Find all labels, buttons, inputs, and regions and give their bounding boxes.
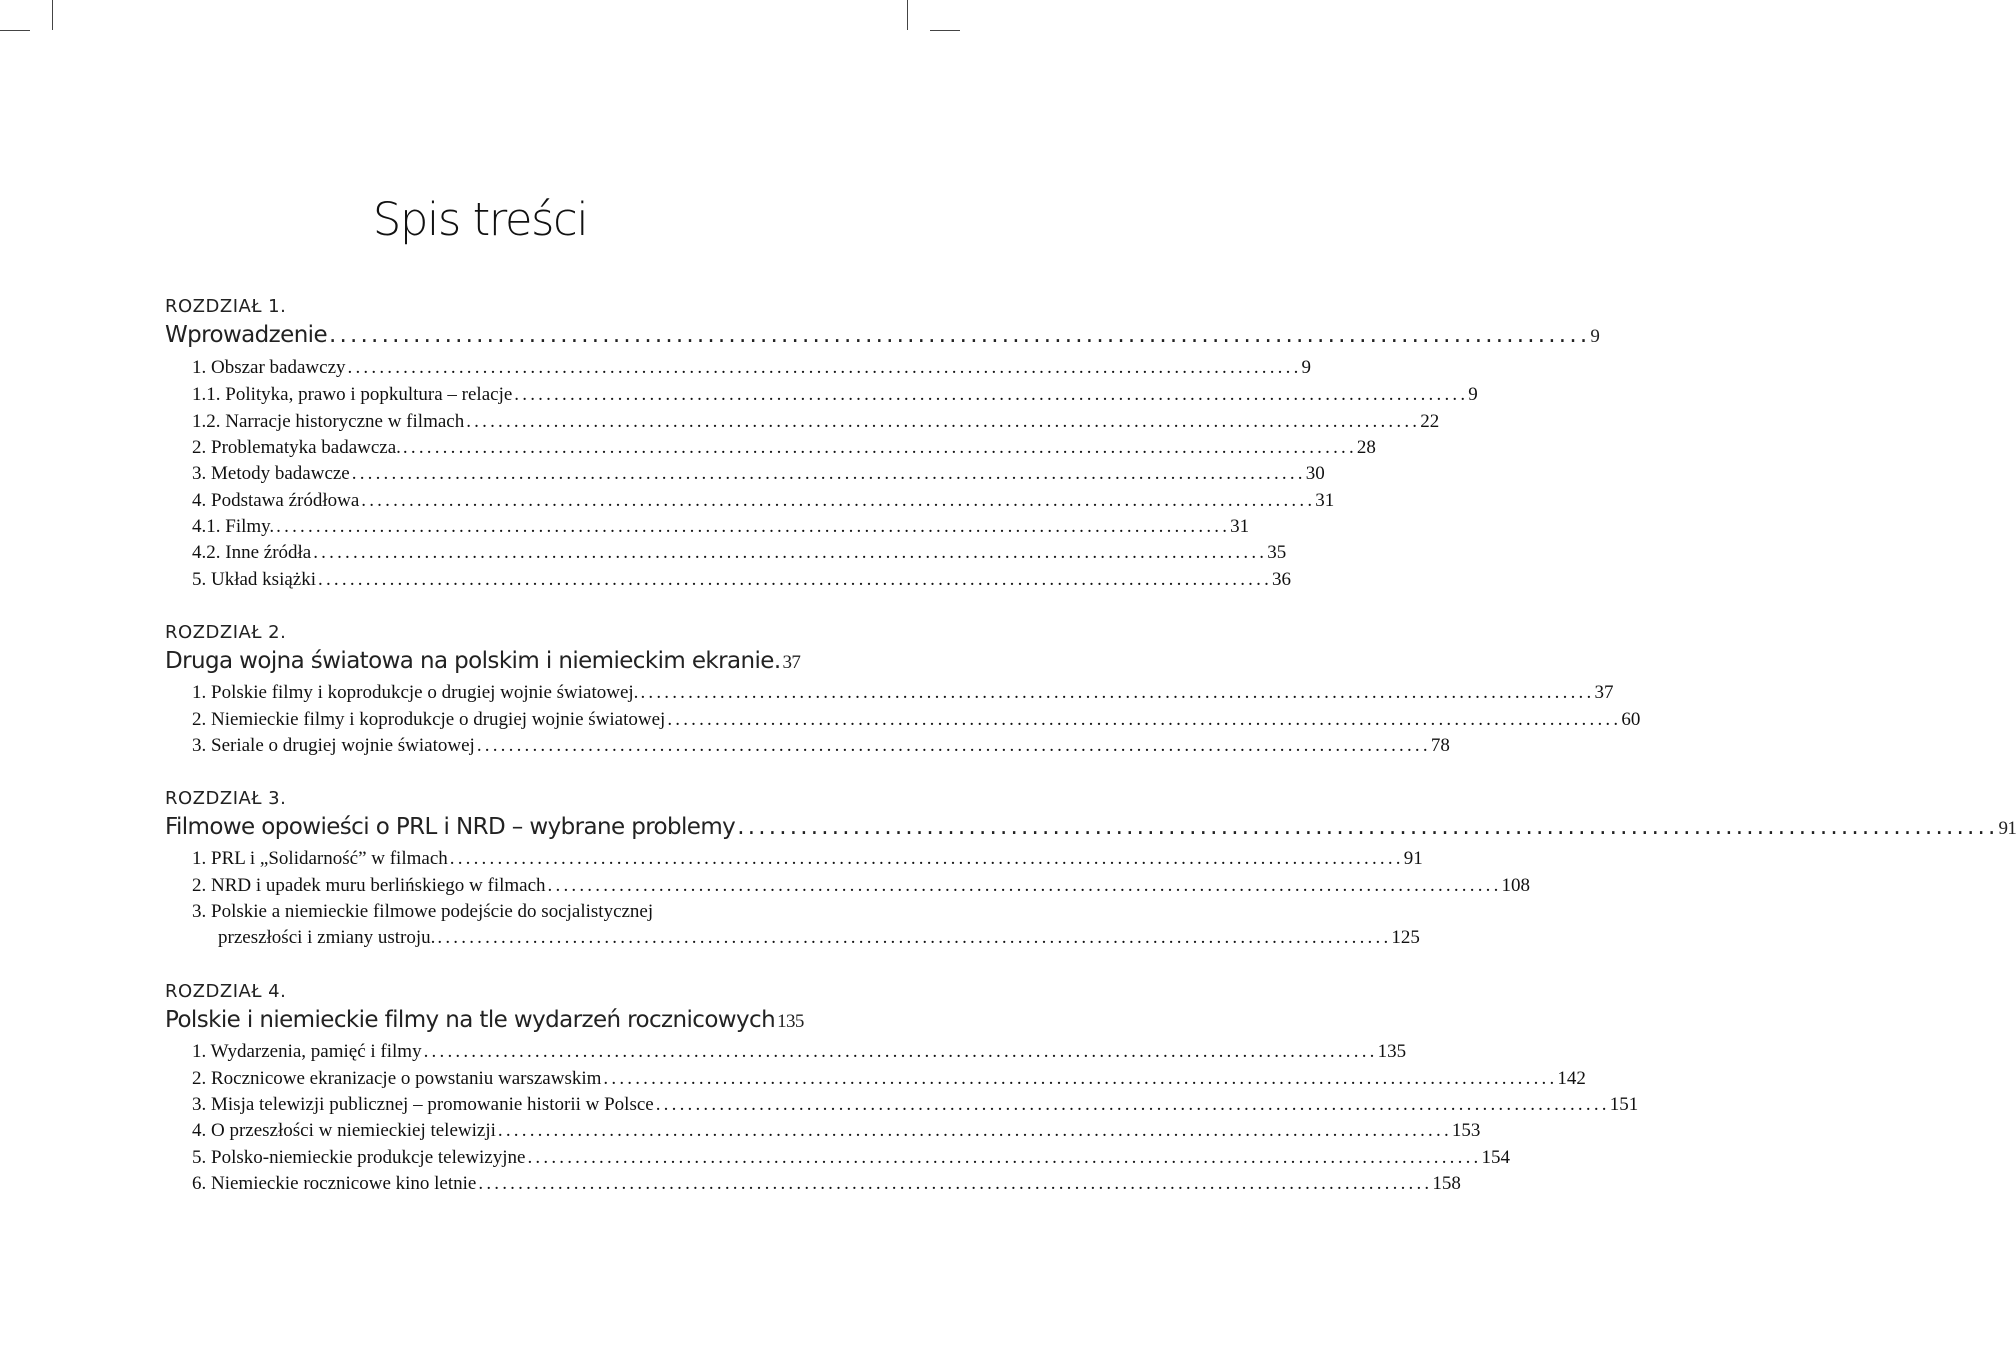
entry-page: 125 bbox=[1391, 927, 1420, 948]
toc-entry bbox=[192, 437, 1376, 459]
chapter-2-title-row bbox=[165, 648, 801, 674]
dot-leader: ........................................................................................................................ bbox=[476, 735, 1431, 756]
entry-page: 31 bbox=[1315, 490, 1335, 511]
entry-page: 28 bbox=[1356, 437, 1376, 458]
toc-entry bbox=[192, 1147, 1510, 1169]
entry-text: 3. Misja telewizji publicznej – promowanie historii w Polsce bbox=[192, 1094, 654, 1115]
chapter-3-label: ROZDZIAŁ 3. bbox=[165, 788, 287, 809]
entry-text: 3. Seriale o drugiej wojnie światowej bbox=[192, 735, 475, 756]
entry-page: 37 bbox=[1594, 682, 1614, 703]
entry-page: 135 bbox=[1377, 1041, 1407, 1062]
crop-mark-top-left-horizontal bbox=[0, 30, 30, 31]
dot-leader: ........................................................................................................................ bbox=[318, 569, 1273, 590]
toc-entry bbox=[192, 516, 1250, 538]
toc-entry-multiline bbox=[192, 901, 1420, 949]
dot-leader: ........................................................................................................................ bbox=[655, 1094, 1610, 1115]
toc-entry bbox=[192, 1120, 1481, 1142]
chapter-2-title: Druga wojna światowa na polskim i niemieckim ekranie. bbox=[165, 648, 781, 674]
entry-text: 1. Obszar badawczy bbox=[192, 357, 346, 378]
dot-leader: ........................................................................................................................ bbox=[276, 516, 1231, 537]
chapter-4-label: ROZDZIAŁ 4. bbox=[165, 981, 287, 1002]
toc-entry bbox=[192, 1068, 1586, 1090]
dot-leader: ........................................................................................................................ bbox=[514, 384, 1469, 405]
crop-mark-top-right-horizontal bbox=[930, 30, 960, 31]
dot-leader: ........................................................................................................................ bbox=[497, 1120, 1452, 1141]
chapter-4-page: 135 bbox=[777, 1011, 804, 1032]
toc-entry bbox=[192, 848, 1423, 870]
entry-page: 31 bbox=[1230, 516, 1250, 537]
dot-leader: ........................................................................................................................ bbox=[478, 1173, 1433, 1194]
entry-page: 30 bbox=[1305, 463, 1325, 484]
dot-leader: ........................................................................................................................ bbox=[466, 411, 1421, 432]
dot-leader: ........................................................................................................................ bbox=[423, 1041, 1378, 1062]
entry-continuation-row bbox=[192, 927, 1420, 949]
entry-text: 1.2. Narracje historyczne w filmach bbox=[192, 411, 465, 432]
dot-leader: ........................................................................................................................ bbox=[347, 357, 1302, 378]
chapter-1-label: ROZDZIAŁ 1. bbox=[165, 296, 287, 317]
entry-page: 9 bbox=[1301, 357, 1312, 378]
chapter-3-page: 91 bbox=[1998, 818, 2016, 839]
crop-mark-top-left-vertical bbox=[52, 0, 53, 30]
chapter-1-page: 9 bbox=[1590, 326, 1600, 347]
entry-page: 158 bbox=[1432, 1173, 1461, 1194]
entry-page: 35 bbox=[1267, 542, 1287, 563]
dot-leader: ........................................................................................................................ bbox=[737, 814, 1999, 840]
dot-leader: ........................................................................................................................ bbox=[603, 1068, 1558, 1089]
dot-leader: ........................................................................................................................ bbox=[329, 322, 1591, 348]
chapter-1-title: Wprowadzenie bbox=[165, 322, 328, 348]
toc-entry bbox=[192, 709, 1641, 731]
dot-leader: ........................................................................................................................ bbox=[361, 490, 1316, 511]
entry-text: 4.2. Inne źródła bbox=[192, 542, 312, 563]
chapter-2-label: ROZDZIAŁ 2. bbox=[165, 622, 287, 643]
crop-mark-top-right-vertical bbox=[907, 0, 908, 30]
entry-text: 2. Niemieckie filmy i koprodukcje o drugiej wojnie światowej bbox=[192, 709, 666, 730]
entry-page: 9 bbox=[1468, 384, 1478, 405]
entry-text: 3. Metody badawcze bbox=[192, 463, 350, 484]
toc-entry bbox=[192, 463, 1325, 485]
chapter-4-title: Polskie i niemieckie filmy na tle wydarzeń rocznicowych bbox=[165, 1007, 776, 1033]
dot-leader: ........................................................................................................................ bbox=[351, 463, 1306, 484]
entry-text: 6. Niemieckie rocznicowe kino letnie bbox=[192, 1173, 477, 1194]
toc-entry bbox=[192, 875, 1531, 897]
chapter-3-title: Filmowe opowieści o PRL i NRD – wybrane problemy bbox=[165, 814, 736, 840]
dot-leader: ........................................................................................................................ bbox=[527, 1147, 1482, 1168]
entry-text: 4. O przeszłości w niemieckiej telewizji bbox=[192, 1120, 496, 1141]
entry-page: 142 bbox=[1557, 1068, 1586, 1089]
entry-text-line-1: 3. Polskie a niemieckie filmowe podejście do socjalistycznej bbox=[192, 901, 654, 922]
toc-entry bbox=[192, 357, 1312, 379]
toc-entry bbox=[192, 735, 1450, 757]
chapter-4-title-row bbox=[165, 1007, 804, 1033]
entry-text: 5. Polsko-niemieckie produkcje telewizyjne bbox=[192, 1147, 526, 1168]
entry-page: 78 bbox=[1430, 735, 1450, 756]
entry-text: 5. Układ książki bbox=[192, 569, 317, 590]
entry-text: 1. Wydarzenia, pamięć i filmy bbox=[192, 1041, 422, 1062]
entry-page: 153 bbox=[1451, 1120, 1481, 1141]
chapter-3-title-row bbox=[165, 814, 2016, 840]
entry-page: 151 bbox=[1609, 1094, 1639, 1115]
page-title: Spis treści bbox=[372, 193, 588, 246]
dot-leader: ........................................................................................................................ bbox=[437, 927, 1392, 948]
dot-leader: ........................................................................................................................ bbox=[313, 542, 1268, 563]
toc-entry bbox=[192, 1094, 1639, 1116]
chapter-2-page: 37 bbox=[782, 652, 801, 673]
entry-text: 1. PRL i „Solidarność” w filmach bbox=[192, 848, 448, 869]
entry-page: 60 bbox=[1621, 709, 1641, 730]
entry-text: 1. Polskie filmy i koprodukcje o drugiej wojnie światowej. bbox=[192, 682, 639, 703]
toc-entry bbox=[192, 490, 1335, 512]
entry-text: 2. NRD i upadek muru berlińskiego w filmach bbox=[192, 875, 546, 896]
entry-page: 108 bbox=[1501, 875, 1531, 896]
entry-text: 2. Problematyka badawcza. bbox=[192, 437, 401, 458]
entry-page: 22 bbox=[1420, 411, 1440, 432]
toc-entry bbox=[192, 1173, 1461, 1195]
toc-entry bbox=[192, 542, 1287, 564]
entry-page: 91 bbox=[1403, 848, 1423, 869]
toc-entry bbox=[192, 569, 1292, 591]
entry-text: przeszłości i zmiany ustroju. bbox=[218, 927, 436, 948]
toc-entry bbox=[192, 411, 1440, 433]
toc-entry bbox=[192, 682, 1614, 704]
entry-text: 4. Podstawa źródłowa bbox=[192, 490, 360, 511]
toc-entry bbox=[192, 384, 1478, 406]
dot-leader: ........................................................................................................................ bbox=[402, 437, 1357, 458]
dot-leader: ........................................................................................................................ bbox=[547, 875, 1502, 896]
dot-leader: ........................................................................................................................ bbox=[640, 682, 1595, 703]
entry-text: 4.1. Filmy. bbox=[192, 516, 275, 537]
dot-leader: ........................................................................................................................ bbox=[667, 709, 1622, 730]
dot-leader: ........................................................................................................................ bbox=[449, 848, 1404, 869]
toc-entry bbox=[192, 1041, 1407, 1063]
entry-text: 2. Rocznicowe ekranizacje o powstaniu warszawskim bbox=[192, 1068, 602, 1089]
entry-page: 36 bbox=[1272, 569, 1292, 590]
entry-text: 1.1. Polityka, prawo i popkultura – relacje bbox=[192, 384, 513, 405]
entry-page: 154 bbox=[1481, 1147, 1510, 1168]
chapter-1-title-row bbox=[165, 322, 1600, 348]
